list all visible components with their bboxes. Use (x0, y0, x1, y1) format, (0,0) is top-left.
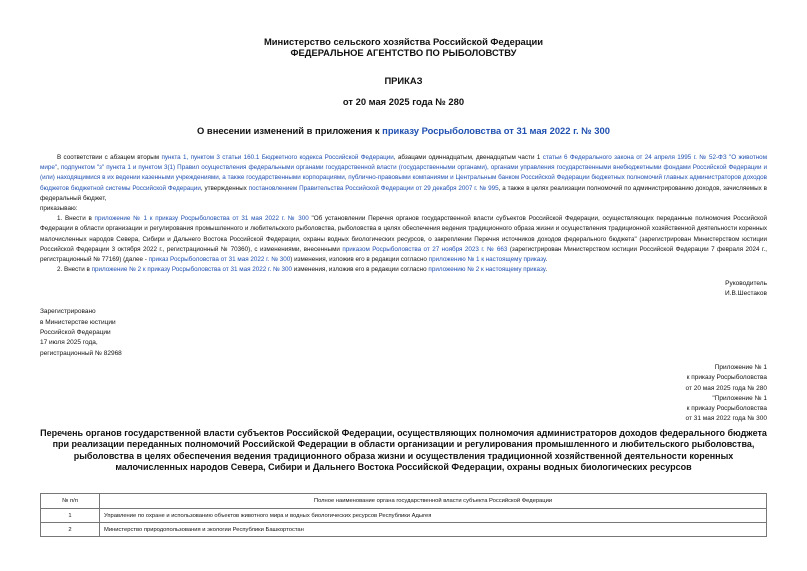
preamble-text-3: , (57, 164, 61, 172)
annex-line: от 31 мая 2022 года № 300 (685, 415, 767, 423)
link-animal-law[interactable]: статьи 6 Федерального закона от 24 апреля 1995 г. № 52-ФЗ "О животном мире" (40, 154, 768, 172)
table-row (41, 523, 767, 537)
item1-text-4: ) изменения, изложив его в редакции согласно (290, 256, 429, 264)
registration-line: Зарегистрировано (40, 308, 96, 316)
annex-line: Приложение № 1 (714, 363, 767, 371)
table-row (41, 509, 767, 523)
signer-name: И.В.Шестаков (725, 290, 767, 298)
order-title (40, 125, 767, 136)
link-order300[interactable]: приказ Росрыболовства от 31 мая 2022 г. № 300 (148, 256, 291, 264)
link-annex1-order300[interactable]: приложение № 1 к приказу Росрыболовства от 31 мая 2022 г. № 300 (94, 215, 309, 223)
link-government-decree[interactable]: постановлением Правительства Российской Федерации от 29 декабря 2007 г. № 995 (248, 184, 499, 192)
column-header-number: № п/п (41, 494, 100, 509)
registration-number: регистрационный № 82968 (40, 349, 122, 357)
item1-text-3: (зарегистрирован Министерством юстиции Российской Федерации 7 февраля 2024 г., регистрационный № 77169) (далее - (40, 245, 767, 264)
preamble-closing: приказываю: (40, 205, 78, 213)
link-order663[interactable]: приказом Росрыболовства от 27 ноября 2023 г. № 663 (342, 245, 508, 253)
ministry-name: Министерство сельского хозяйства Российской Федерации (263, 36, 544, 47)
preamble-text-2: , абзацами одиннадцатым, двенадцатым части 1 (393, 154, 543, 161)
item1-text-5: . (545, 256, 548, 264)
preamble-text-1: В соответствии с абзацем вторым (57, 154, 162, 161)
link-annex2-this-order[interactable]: приложению № 2 к настоящему приказу (428, 266, 546, 274)
item-1-paragraph (40, 214, 767, 265)
order-date: от 20 мая 2025 года № 280 (342, 96, 465, 107)
annex-line: к приказу Росрыболовства (686, 374, 767, 382)
link-annex1-this-order[interactable]: приложению № 1 к настоящему приказу (428, 256, 546, 264)
signer-position: Руководитель (725, 280, 767, 288)
link-annex2-order300[interactable]: приложение № 2 к приказу Росрыболовства от 31 мая 2022 г. № 300 (91, 266, 293, 274)
item2-text-2: изменения, изложив его в редакции согласно (292, 266, 429, 274)
annex-line: к приказу Росрыболовства (686, 405, 767, 413)
title-prefix: О внесении изменений в приложения к (197, 125, 383, 136)
item-2-paragraph (40, 265, 767, 275)
registration-date: 17 июля 2025 года, (40, 339, 98, 347)
row-authority-name: Управление по охране и использованию объектов животного мира и водных биологических ресурсов Республики Адыгея (100, 509, 767, 523)
link-rules[interactable]: подпунктом "з" пункта 1 и пунктом 3(1) Правил осуществления федеральными органами государственной власти (государственными органами), органами управления государственными внебюджетными фондами Российской Федерации и (или) находящимися в их ведении казенными учреждениями, а также государственными корпорациями, публично-правовыми компаниями и Центральным банком Российской Федерации бюджетных полномочий главных администраторов доходов бюджетов бюджетной системы Российской Федерации (40, 164, 767, 192)
item2-text-1: 2. Внести в (57, 266, 92, 274)
authorities-table (40, 493, 767, 537)
link-budget-code[interactable]: пункта 1, пунктом 3 статьи 160.1 Бюджетного кодекса Российской Федерации (161, 154, 394, 161)
signer-block (40, 279, 767, 299)
row-authority-name: Министерство природопользования и экологии Республики Башкортостан (100, 523, 767, 537)
list-title: Перечень органов государственной власти субъектов Российской Федерации, осуществляющих полномочия администраторов доходов федерального бюджета при реализации переданных полномочий Российской Федерации в области организации и регулирования промышленного и любительского рыболовства, рыболовства в целях обеспечения ведения традиционного образа жизни и осуществления традиционной хозяйственной деятельности коренных малочисленных народов Севера, Сибири и Дальнего Востока Российской Федерации, охраны водных биологических ресурсов (40, 427, 767, 472)
registration-line: Российской Федерации (40, 329, 111, 337)
item2-text-3: . (545, 266, 548, 274)
preamble-text-5: , а также в целях реализации полномочий по администрированию доходов, зачисляемых в федеральный бюджет, (40, 184, 767, 202)
row-number: 1 (41, 509, 100, 523)
registration-line: в Министерстве юстиции (40, 318, 116, 326)
title-link[interactable]: приказу Росрыболовства от 31 мая 2022 г. № 300 (382, 125, 610, 136)
column-header-name: Полное наименование органа государственной власти субъекта Российской Федерации (100, 494, 767, 509)
annex-block (40, 363, 767, 425)
agency-name: ФЕДЕРАЛЬНОЕ АГЕНТСТВО ПО РЫБОЛОВСТВУ (290, 47, 517, 58)
annex-line: от 20 мая 2025 года № 280 (685, 384, 767, 392)
registration-block (40, 307, 767, 358)
document-type: ПРИКАЗ (384, 75, 423, 86)
annex-line: "Приложение № 1 (712, 394, 767, 402)
table-header-row (41, 494, 767, 509)
order-body (40, 153, 767, 275)
item1-text-2: "Об установлении Перечня органов государственной власти субъектов Российской Федерации, осуществляющих переданные полномочия Российской Федерации в области организации и регулирования промышленного и любительского рыболовства, рыболовства в целях обеспечения ведения традиционного образа жизни и осуществления традиционной хозяйственной деятельности коренных малочисленных народов Севера, Сибири и Дальнего Востока Российской Федерации, охраны водных биологических ресурсов, о закреплении Перечня источников доходов федерального бюджета" (зарегистрирован Министерством юстиции Российской Федерации 3 октября 2022 г., регистрационный № 70360), с изменениями, внесенными (40, 215, 768, 253)
preamble-paragraph (40, 153, 767, 204)
item1-text-1: 1. Внести в (57, 215, 95, 223)
preamble-text-4: , утвержденных (200, 184, 249, 192)
row-number: 2 (41, 523, 100, 537)
